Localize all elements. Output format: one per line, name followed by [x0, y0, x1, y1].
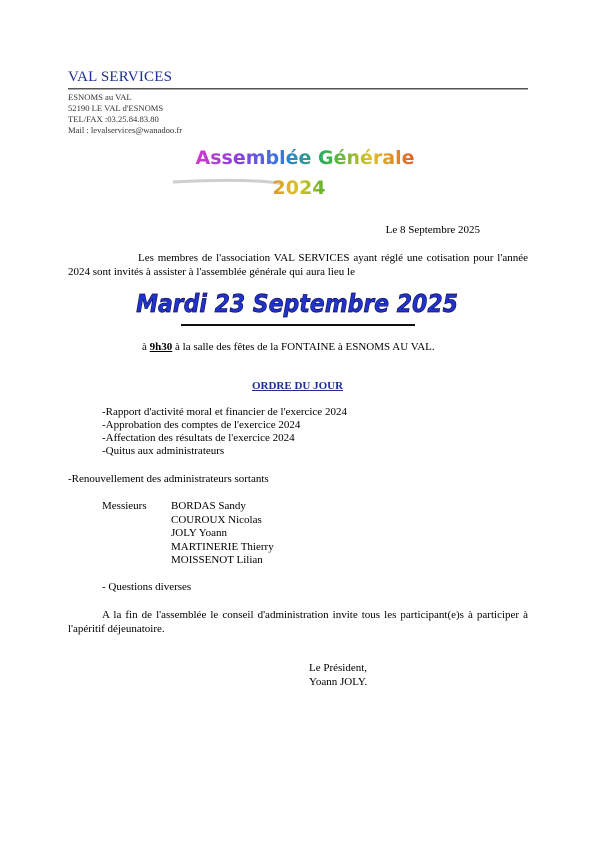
time-location: à la salle des fêtes de la FONTAINE à ESNOMS AU VAL. [175, 341, 435, 353]
closing-paragraph: A la fin de l'assemblée le conseil d'administration invite tous les participant(e)s à participer à l'apéritif déjeunatoire. [68, 609, 528, 635]
letter-date: Le 8 Septembre 2025 [385, 224, 480, 236]
org-name: VAL SERVICES [68, 69, 173, 85]
header-divider [68, 88, 528, 90]
time-prefix: à [142, 341, 147, 353]
title-line-2: 2024 [272, 177, 326, 199]
intro-text: Les membres de l'association VAL SERVICES ayant réglé une cotisation pour l'année 2024 sont invités à assister à l'assemblée générale qui aura lieu le [68, 252, 528, 278]
title-shadow-swoosh [173, 180, 283, 184]
administrator-name: MARTINERIE Thierry [171, 541, 274, 553]
administrator-name: MOISSENOT Lilian [171, 554, 263, 566]
address-line-2: 52190 LE VAL d'ESNOMS [68, 103, 164, 113]
agenda-item-4: -Quitus aux administrateurs [102, 445, 225, 457]
signature-title: Le Président, [309, 662, 368, 674]
administrator-name: JOLY Yoann [171, 527, 227, 539]
administrator-name: BORDAS Sandy [171, 500, 246, 512]
meeting-date-banner [136, 288, 458, 330]
address-line-4: Mail : levalservices@wanadoo.fr [68, 125, 183, 135]
assemblee-generale-title [193, 144, 413, 204]
signature-name: Yoann JOLY. [309, 676, 368, 688]
agenda-questions: - Questions diverses [102, 581, 192, 593]
intro-paragraph [68, 251, 528, 279]
address-line-1: ESNOMS au VAL [68, 92, 132, 102]
agenda-item-3: -Affectation des résultats de l'exercice 2024 [102, 432, 295, 444]
agenda-renewal: -Renouvellement des administrateurs sortants [68, 473, 269, 485]
address-line-3: TEL/FAX :03.25.84.83.80 [68, 114, 159, 124]
meeting-time-line [142, 341, 435, 353]
agenda-item-1: -Rapport d'activité moral et financier de l'exercice 2024 [102, 406, 347, 418]
agenda-heading: ORDRE DU JOUR [251, 380, 344, 392]
administrator-name: COUROUX Nicolas [171, 514, 262, 526]
banner-text: Mardi 23 Septembre 2025 [136, 288, 458, 319]
messieurs-label: Messieurs [102, 500, 147, 512]
meeting-hour: 9h30 [149, 341, 173, 353]
title-line-1: Assemblée Générale [195, 147, 415, 169]
agenda-item-2: -Approbation des comptes de l'exercice 2024 [102, 419, 301, 431]
